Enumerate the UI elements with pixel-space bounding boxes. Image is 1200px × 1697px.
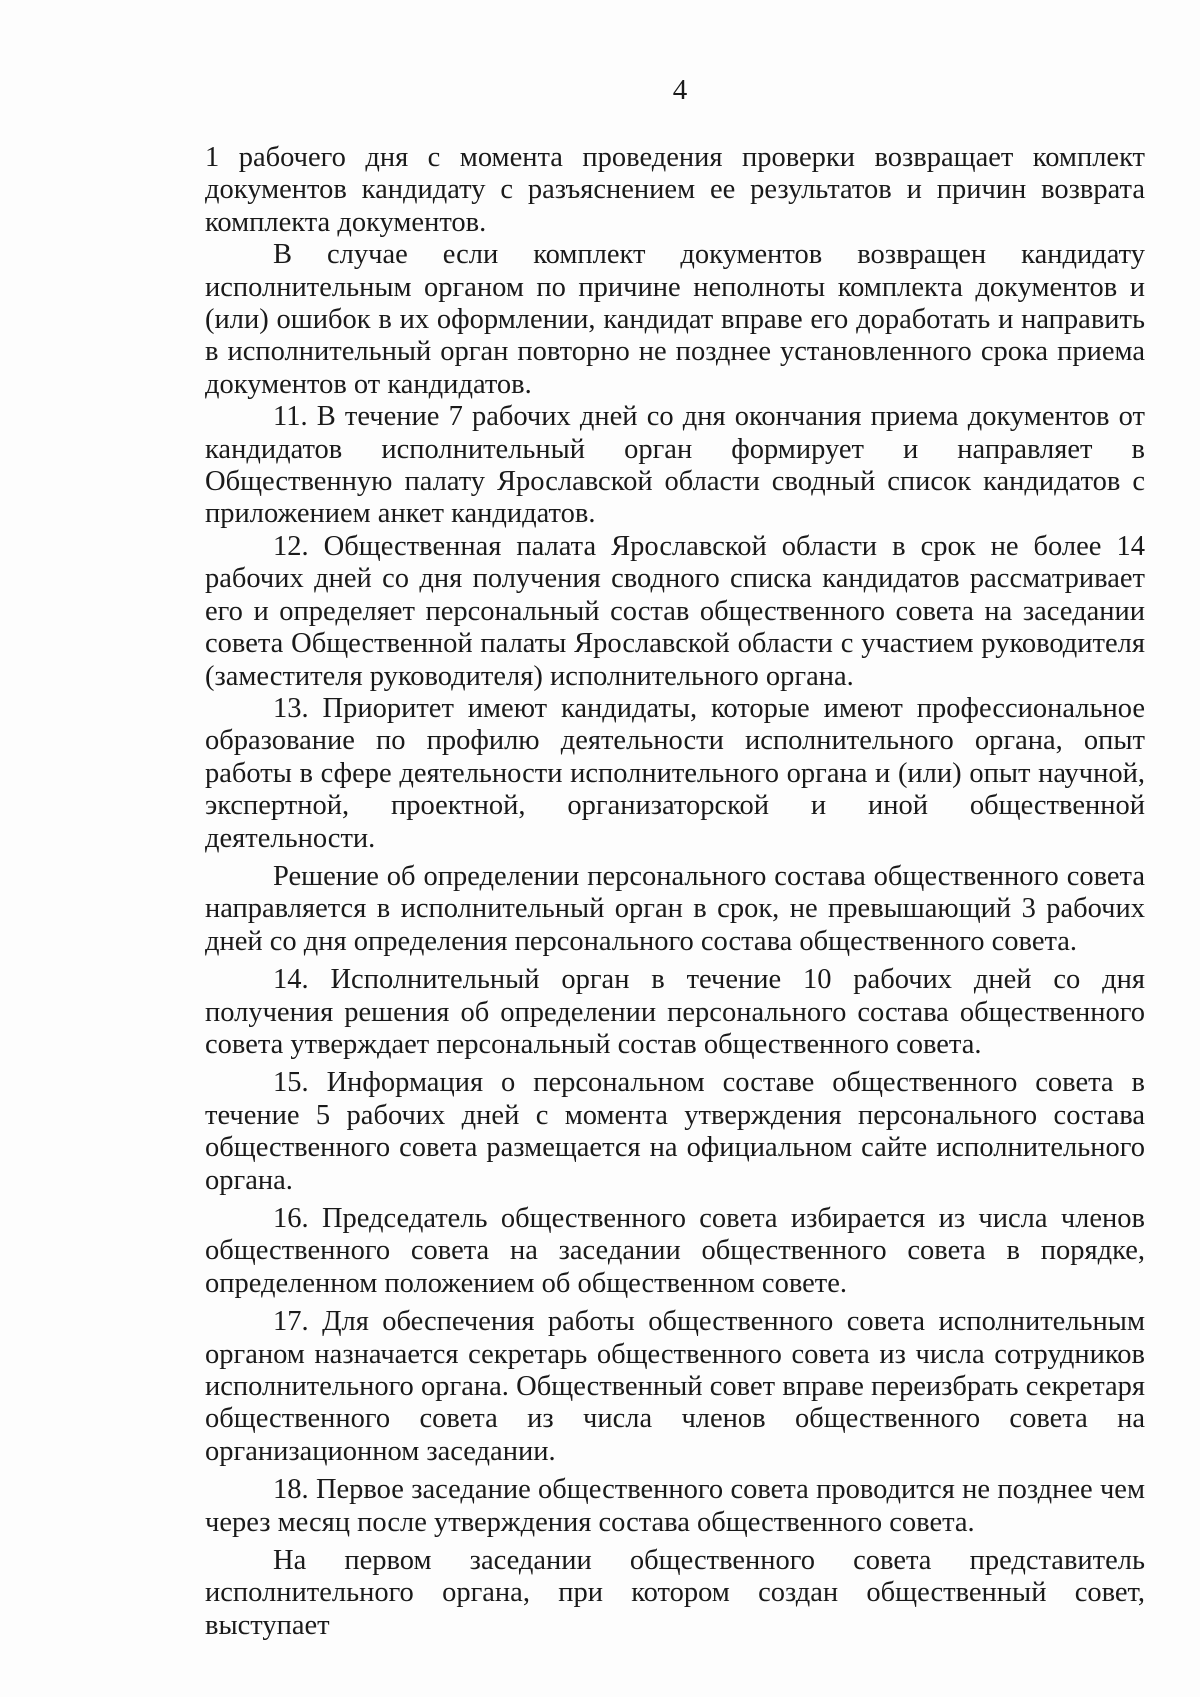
document-body	[205, 142, 1145, 1642]
paragraph-11: 11. В течение 7 рабочих дней со дня окончания приема документов от кандидатов исполнительный орган формирует и направляет в Общественную палату Ярославской области сводный список кандидатов с приложением анкет кандидатов.	[205, 401, 1145, 530]
paragraph-18: 18. Первое заседание общественного совета проводится не позднее чем через месяц после утверждения состава общественного совета.	[205, 1474, 1145, 1538]
paragraph-17: 17. Для обеспечения работы общественного совета исполнительным органом назначается секретарь общественного совета из числа сотрудников исполнительного органа. Общественный совет вправе переизбрать секретаря общественного совета из числа членов общественного совета на организационном заседании.	[205, 1306, 1145, 1467]
paragraph-13: 13. Приоритет имеют кандидаты, которые имеют профессиональное образование по профилю деятельности исполнительного органа, опыт работы в сфере деятельности исполнительного органа и (или) опыт научной, экспертной, проектной, организаторской и иной общественной деятельности.	[205, 692, 1145, 854]
paragraph-first-meeting: На первом заседании общественного совета представитель исполнительного органа, при котором создан общественный совет, выступает	[205, 1545, 1145, 1641]
paragraph-returned-documents: В случае если комплект документов возвращен кандидату исполнительным органом по причине неполноты комплекта документов и (или) ошибок в их оформлении, кандидат вправе его доработать и направить в исполнительный орган повторно не позднее установленного срока приема документов от кандидатов.	[205, 239, 1145, 400]
paragraph-14: 14. Исполнительный орган в течение 10 рабочих дней со дня получения решения об определении персонального состава общественного совета утверждает персональный состав общественного совета.	[205, 964, 1145, 1060]
paragraph-decision: Решение об определении персонального состава общественного совета направляется в исполнительный орган в срок, не превышающий 3 рабочих дней со дня определения персонального состава общественного совета.	[205, 860, 1145, 957]
paragraph-15: 15. Информация о персональном составе общественного совета в течение 5 рабочих дней с момента утверждения персонального состава общественного совета размещается на официальном сайте исполнительного органа.	[205, 1067, 1145, 1196]
paragraph-16: 16. Председатель общественного совета избирается из числа членов общественного совета на заседании общественного совета в порядке, определенном положением об общественном совете.	[205, 1203, 1145, 1299]
paragraph-continuation: 1 рабочего дня с момента проведения проверки возвращает комплект документов кандидату с разъяснением ее результатов и причин возврата комплекта документов.	[205, 142, 1145, 238]
paragraph-12: 12. Общественная палата Ярославской области в срок не более 14 рабочих дней со дня получения сводного списка кандидатов рассматривает его и определяет персональный состав общественного совета на заседании совета Общественной палаты Ярославской области с участием руководителя (заместителя руководителя) исполнительного органа.	[205, 530, 1145, 692]
page-number: 4	[672, 74, 688, 106]
